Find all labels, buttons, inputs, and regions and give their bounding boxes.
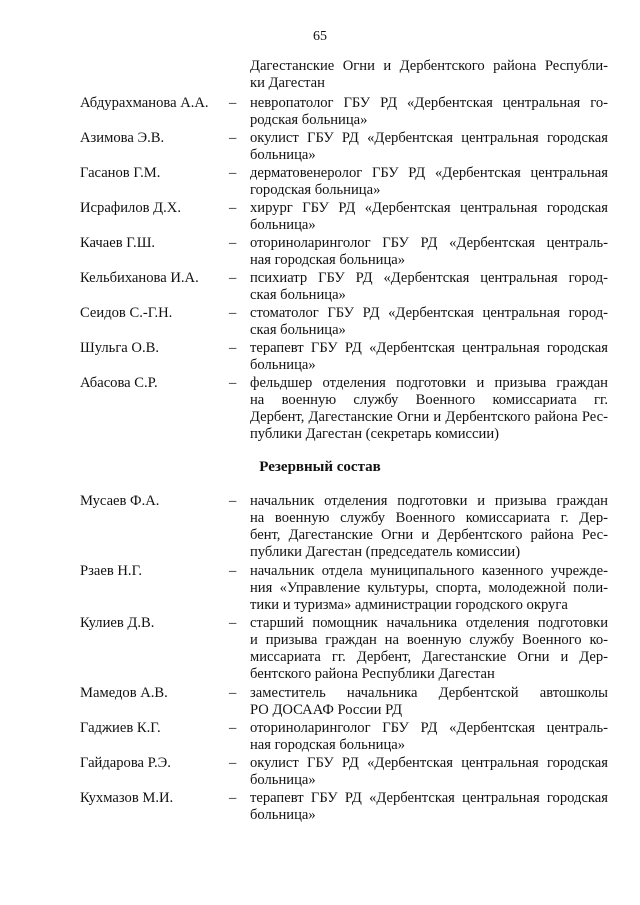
member-name: Гасанов Г.М.: [80, 165, 161, 181]
dash-separator: –: [229, 235, 237, 251]
page-number: 65: [313, 29, 327, 44]
dash-separator: –: [229, 615, 237, 631]
dash-separator: –: [229, 130, 237, 146]
description-line: стоматолог ГБУ РД «Дербентская центральная город-: [250, 305, 608, 321]
dash-separator: –: [229, 375, 237, 391]
description-line: бент, Дагестанские Огни и Дербентского района Рес-: [250, 527, 608, 543]
member-description: [250, 685, 608, 719]
dash-separator: –: [229, 305, 237, 321]
member-description: [250, 563, 608, 614]
description-line: больница»: [250, 357, 316, 373]
description-line: родская больница»: [250, 112, 368, 128]
member-description: [250, 720, 608, 754]
description-line: публики Дагестан (секретарь комиссии): [250, 426, 499, 442]
member-description: [250, 130, 608, 164]
description-line: ния «Управление культуры, спорта, молодежной поли-: [250, 580, 608, 596]
member-name: Исрафилов Д.Х.: [80, 200, 181, 216]
member-description: [250, 165, 608, 199]
member-name: Мамедов А.В.: [80, 685, 168, 701]
member-name: Мусаев Ф.А.: [80, 493, 160, 509]
description-line: больница»: [250, 147, 316, 163]
member-description: [250, 615, 608, 683]
description-line: тики и туризма» администрации городского округа: [250, 597, 568, 613]
description-line: начальник отдела муниципального казенного учрежде-: [250, 563, 608, 579]
dash-separator: –: [229, 165, 237, 181]
description-line: начальник отделения подготовки и призыва граждан: [250, 493, 608, 509]
description-line: бентского района Республики Дагестан: [250, 666, 495, 682]
member-name: Гайдарова Р.Э.: [80, 755, 171, 771]
description-line: психиатр ГБУ РД «Дербентская центральная город-: [250, 270, 608, 286]
description-line: ки Дагестан: [250, 75, 325, 91]
description-line: терапевт ГБУ РД «Дербентская центральная городская: [250, 340, 608, 356]
member-description: [250, 270, 608, 304]
description-line: публики Дагестан (председатель комиссии): [250, 544, 521, 560]
dash-separator: –: [229, 790, 237, 806]
member-name: Гаджиев К.Г.: [80, 720, 161, 736]
description-line: терапевт ГБУ РД «Дербентская центральная городская: [250, 790, 608, 806]
description-line: ская больница»: [250, 322, 346, 338]
dash-separator: –: [229, 95, 237, 111]
member-description: [250, 305, 608, 339]
description-line: ная городская больница»: [250, 737, 406, 753]
dash-separator: –: [229, 200, 237, 216]
member-description: [250, 755, 608, 789]
dash-separator: –: [229, 755, 237, 771]
description-line: хирург ГБУ РД «Дербентская центральная городская: [250, 200, 608, 216]
description-line: фельдшер отделения подготовки и призыва граждан: [250, 375, 608, 391]
member-name: Азимова Э.В.: [80, 130, 165, 146]
member-name: Абдурахманова А.А.: [80, 95, 209, 111]
description-line: больница»: [250, 807, 316, 823]
member-description: [250, 58, 608, 92]
member-description: [250, 340, 608, 374]
member-name: Кельбиханова И.А.: [80, 270, 199, 286]
description-line: на военную службу Военного комиссариата гг.: [250, 392, 608, 408]
description-line: Дербент, Дагестанские Огни и Дербентского района Рес-: [250, 409, 608, 425]
member-description: [250, 235, 608, 269]
description-line: миссариата гг. Дербент, Дагестанские Огни и Дер-: [250, 649, 608, 665]
description-line: больница»: [250, 772, 316, 788]
dash-separator: –: [229, 685, 237, 701]
member-name: Рзаев Н.Г.: [80, 563, 143, 579]
member-name: Абасова С.Р.: [80, 375, 158, 391]
dash-separator: –: [229, 270, 237, 286]
member-description: [250, 200, 608, 234]
member-name: Кулиев Д.В.: [80, 615, 155, 631]
reserve-section-title: Резервный состав: [259, 459, 381, 475]
description-line: ская больница»: [250, 287, 346, 303]
description-line: окулист ГБУ РД «Дербентская центральная городская: [250, 130, 608, 146]
member-name: Кухмазов М.И.: [80, 790, 174, 806]
description-line: невропатолог ГБУ РД «Дербентская центральная го-: [250, 95, 608, 111]
description-line: городская больница»: [250, 182, 381, 198]
description-line: и призыва граждан на военную службу Военного ко-: [250, 632, 608, 648]
dash-separator: –: [229, 493, 237, 509]
dash-separator: –: [229, 563, 237, 579]
description-line: старший помощник начальника отделения подготовки: [250, 615, 608, 631]
member-description: [250, 375, 608, 443]
description-line: РО ДОСААФ России РД: [250, 702, 403, 718]
description-line: Дагестанские Огни и Дербентского района Республи-: [250, 58, 608, 74]
description-line: больница»: [250, 217, 316, 233]
description-line: дерматовенеролог ГБУ РД «Дербентская центральная: [250, 165, 608, 181]
dash-separator: –: [229, 340, 237, 356]
member-description: [250, 493, 608, 561]
member-name: Сеидов С.-Г.Н.: [80, 305, 173, 321]
description-line: окулист ГБУ РД «Дербентская центральная городская: [250, 755, 608, 771]
description-line: оториноларинголог ГБУ РД «Дербентская централь-: [250, 720, 608, 736]
member-name: Качаев Г.Ш.: [80, 235, 156, 251]
description-line: оториноларинголог ГБУ РД «Дербентская централь-: [250, 235, 608, 251]
member-description: [250, 95, 608, 129]
member-name: Шульга О.В.: [80, 340, 159, 356]
dash-separator: –: [229, 720, 237, 736]
member-description: [250, 790, 608, 824]
description-line: заместитель начальника Дербентской автошколы: [250, 685, 608, 701]
description-line: на военную службу Военного комиссариата г. Дер-: [250, 510, 608, 526]
description-line: ная городская больница»: [250, 252, 406, 268]
